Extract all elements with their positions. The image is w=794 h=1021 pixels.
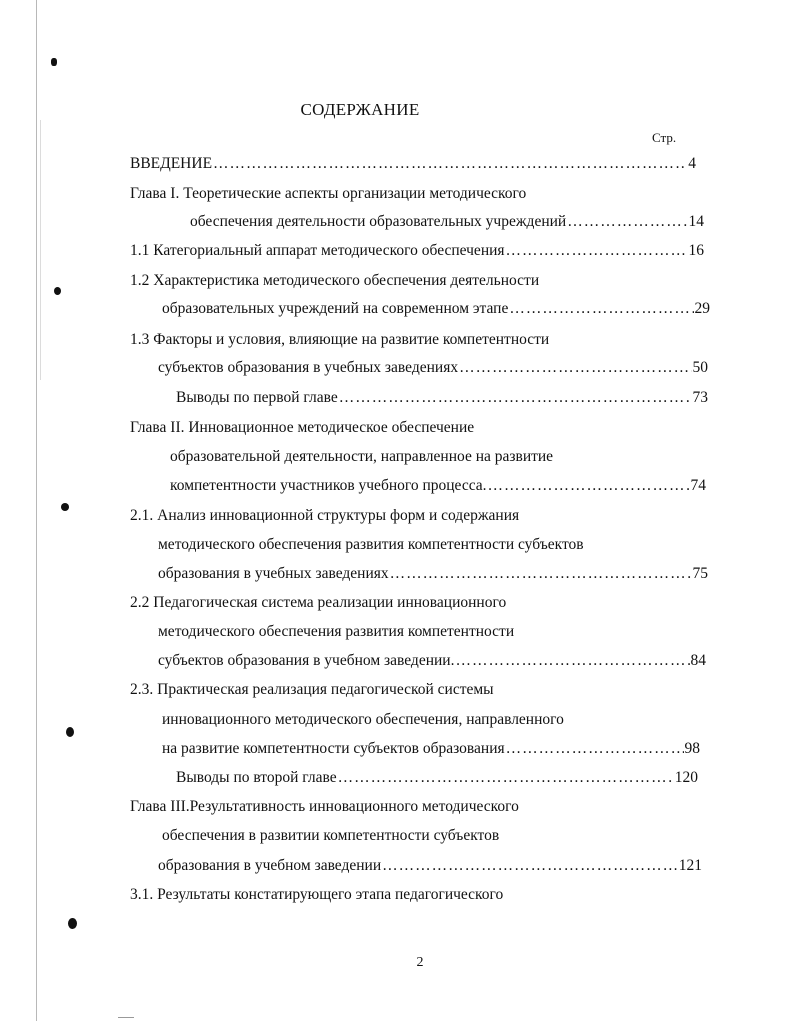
toc-page-number: 73 <box>692 389 708 406</box>
toc-page-number: 14 <box>688 213 704 230</box>
toc-leader-dots <box>455 651 689 671</box>
toc-chapter-line: обеспечения в развитии компетентности субъектов <box>162 827 500 844</box>
toc-page-number: 16 <box>688 242 704 259</box>
toc-entry-2-3 <box>162 739 700 759</box>
toc-entry-ch1 <box>190 212 704 232</box>
toc-entry-ch3 <box>158 856 702 876</box>
toc-section-line: инновационного методического обеспечения, направленного <box>162 711 564 728</box>
toc-entry-title: Выводы по второй главе <box>176 769 337 786</box>
binder-hole-mark <box>68 918 77 929</box>
toc-entry-title: субъектов образования в учебных заведениях <box>158 359 459 376</box>
toc-entry-title: Выводы по первой главе <box>176 389 338 406</box>
page-title: СОДЕРЖАНИЕ <box>300 100 420 119</box>
toc-section-line: 2.3. Практическая реализация педагогической системы <box>130 681 494 698</box>
toc-section-line: методического обеспечения развития компетентности <box>158 623 515 640</box>
binder-hole-mark <box>61 503 69 511</box>
page-number: 2 <box>416 955 424 970</box>
toc-leader-dots <box>459 358 691 378</box>
toc-entry-1-2 <box>162 299 710 319</box>
toc-page-number: 4 <box>688 155 696 172</box>
toc-chapter-line: Глава I. Теоретические аспекты организации методического <box>130 185 527 202</box>
toc-leader-dots <box>488 476 690 496</box>
toc-chapter-line: Глава II. Инновационное методическое обеспечение <box>130 419 475 436</box>
scan-edge-line <box>36 0 37 1021</box>
toc-leader-dots <box>506 241 688 261</box>
toc-section-line: 2.1. Анализ инновационной структуры форм и содержания <box>130 507 520 524</box>
toc-page-number: 121 <box>678 857 702 874</box>
toc-entry-2-2 <box>158 651 706 671</box>
toc-section-line: 2.2 Педагогическая система реализации инновационного <box>130 594 507 611</box>
toc-entry-1-1 <box>130 241 704 261</box>
toc-leader-dots <box>382 856 678 876</box>
toc-entry-title: ВВЕДЕНИЕ <box>130 155 213 172</box>
toc-leader-dots <box>390 564 692 584</box>
toc-section-line: методического обеспечения развития компетентности субъектов <box>158 536 584 553</box>
binder-hole-mark <box>54 287 61 295</box>
toc-entry-title: образования в учебных заведениях <box>158 565 389 582</box>
toc-page-number: 74 <box>690 477 706 494</box>
toc-page-number: 98 <box>684 740 700 757</box>
toc-entry-ch2 <box>170 476 706 496</box>
toc-leader-dots <box>339 388 692 408</box>
toc-page-number: 120 <box>674 769 698 786</box>
toc-section-line: 1.3 Факторы и условия, влияющие на развитие компетентности <box>130 331 550 348</box>
toc-entry-conclusions-1 <box>176 388 708 408</box>
toc-entry-1-3 <box>158 358 708 378</box>
scan-footer-mark <box>118 1017 134 1018</box>
toc-chapter-line: Глава III.Результативность инновационного методического <box>130 798 519 815</box>
toc-entry-title: субъектов образования в учебном заведении. <box>158 652 455 669</box>
scan-edge-line-faint <box>40 120 41 380</box>
toc-chapter-line: образовательной деятельности, направленное на развитие <box>170 448 554 465</box>
toc-leader-dots <box>509 299 693 319</box>
toc-section-line: 3.1. Результаты констатирующего этапа педагогического <box>130 886 504 903</box>
toc-leader-dots <box>506 739 684 759</box>
page-column-header: Стр. <box>652 130 677 145</box>
toc-entry-intro <box>130 154 696 174</box>
toc-leader-dots <box>338 768 674 788</box>
binder-hole-mark <box>66 727 74 737</box>
toc-page-number: 84 <box>690 652 706 669</box>
toc-leader-dots <box>213 154 687 174</box>
toc-page-number: 50 <box>692 359 708 376</box>
toc-entry-2-1 <box>158 564 708 584</box>
binder-hole-mark <box>51 58 57 66</box>
toc-leader-dots <box>567 212 687 232</box>
toc-section-line: 1.2 Характеристика методического обеспечения деятельности <box>130 272 540 289</box>
toc-page-number: 29 <box>694 300 710 317</box>
toc-entry-title: компетентности участников учебного процесса. <box>170 477 487 494</box>
toc-page-number: 75 <box>692 565 708 582</box>
toc-entry-title: 1.1 Категориальный аппарат методического обеспечения <box>130 242 505 259</box>
toc-entry-title: обеспечения деятельности образовательных учреждений <box>190 213 567 230</box>
toc-entry-title: образовательных учреждений на современном этапе <box>162 300 509 317</box>
toc-entry-conclusions-2 <box>176 768 698 788</box>
toc-entry-title: на развитие компетентности субъектов образования <box>162 740 505 757</box>
toc-entry-title: образования в учебном заведении <box>158 857 382 874</box>
